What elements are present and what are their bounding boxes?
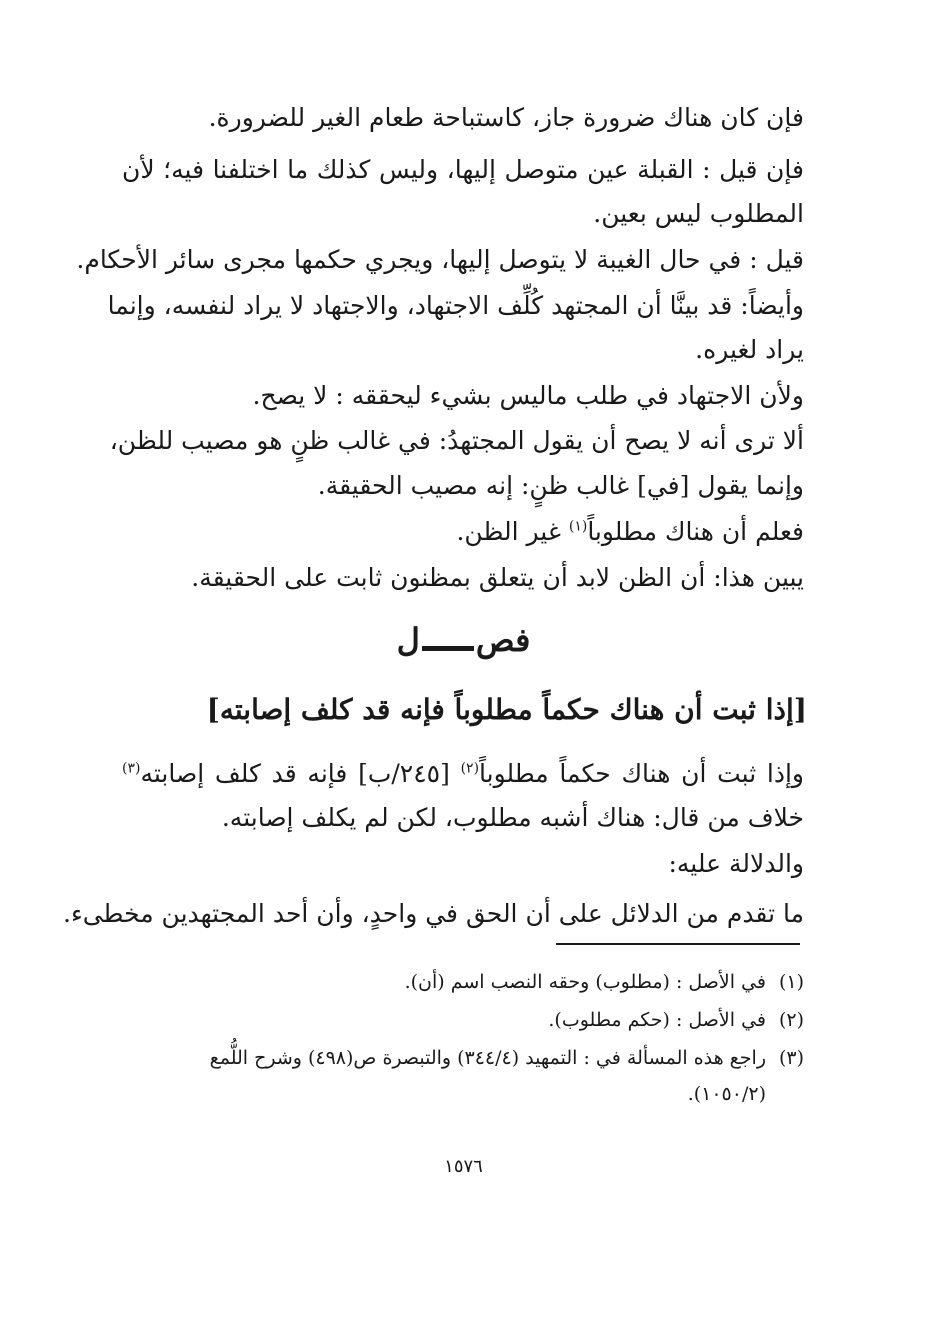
footnote-3 xyxy=(210,1044,804,1072)
footnote-separator xyxy=(556,943,800,945)
footnote-text-2: في الأصل : (حكم مطلوب). xyxy=(548,1009,766,1031)
footnote-ref-3: (٣) xyxy=(122,760,141,777)
section-line-1-part-2: [٢٤٥/ب] فإنه قد كلف إصابته xyxy=(140,759,461,788)
body-line-2: فإن قيل : القبلة عين متوصل إليها، وليس كذلك ما اختلفنا فيه؛ لأن xyxy=(122,155,804,184)
footnote-ref-2: (٢) xyxy=(460,760,480,777)
footnote-ref-1: (١) xyxy=(568,518,588,535)
body-line-1: فإن كان هناك ضرورة جاز، كاستباحة طعام الغير للضرورة. xyxy=(208,103,804,132)
section-title xyxy=(0,618,927,662)
footnote-1 xyxy=(405,968,804,996)
title-kashida xyxy=(422,646,474,651)
body-line-8: ألا ترى أنه لا يصح أن يقول المجتهدُ: في غالب ظنٍ هو مصيب للظن، xyxy=(109,426,804,455)
section-subheading: [إذا ثبت أن هناك حكماً مطلوباً فإنه قد كلف إصابته] xyxy=(206,693,807,726)
section-title-start: فص xyxy=(475,621,531,659)
body-line-4: قيل : في حال الغيبة لا يتوصل إليها، ويجري حكمها مجرى سائر الأحكام. xyxy=(76,245,804,274)
section-line-1 xyxy=(122,757,804,791)
body-line-7: ولأن الاجتهاد في طلب ماليس بشيء ليحققه : لا يصح. xyxy=(252,381,804,410)
page-number: ١٥٧٦ xyxy=(444,1156,483,1177)
body-line-9: وإنما يقول [في] غالب ظنٍ: إنه مصيب الحقيقة. xyxy=(317,471,804,500)
section-line-2: خلاف من قال: هناك أشبه مطلوب، لكن لم يكلف إصابته. xyxy=(221,803,804,832)
body-line-10-start: فعلم أن هناك مطلوباً xyxy=(587,517,804,546)
section-line-3: والدلالة عليه: xyxy=(668,849,804,878)
body-line-6: يراد لغيره. xyxy=(695,335,804,364)
footnote-number-2: (٢) xyxy=(778,1009,804,1031)
body-line-3: المطلوب ليس بعين. xyxy=(593,199,804,228)
body-line-10-end: غير الظن. xyxy=(456,517,569,546)
footnote-3-continuation: (١٠٥٠/٢). xyxy=(687,1083,766,1105)
section-title-end: ل xyxy=(396,621,420,659)
section-line-1-part-1: وإذا ثبت أن هناك حكماً مطلوباً xyxy=(479,759,804,788)
footnote-number-1: (١) xyxy=(778,971,804,993)
section-line-4: ما تقدم من الدلائل على أن الحق في واحدٍ، وأن أحد المجتهدين مخطىء. xyxy=(63,899,804,928)
footnote-text-1: في الأصل : (مطلوب) وحقه النصب اسم (أن). xyxy=(404,971,766,993)
footnote-number-3: (٣) xyxy=(778,1047,804,1069)
body-line-10 xyxy=(456,515,804,549)
footnote-2 xyxy=(548,1006,804,1034)
body-line-5: وأيضاً: قد بينَّا أن المجتهد كُلِّف الاجتهاد، والاجتهاد لا يراد لنفسه، وإنما xyxy=(107,291,804,320)
footnote-text-3: راجع هذه المسألة في : التمهيد (٣٤٤/٤) والتبصرة ص(٤٩٨) وشرح اللُّمع xyxy=(209,1047,766,1069)
body-line-11: يبين هذا: أن الظن لابد أن يتعلق بمظنون ثابت على الحقيقة. xyxy=(191,563,804,592)
